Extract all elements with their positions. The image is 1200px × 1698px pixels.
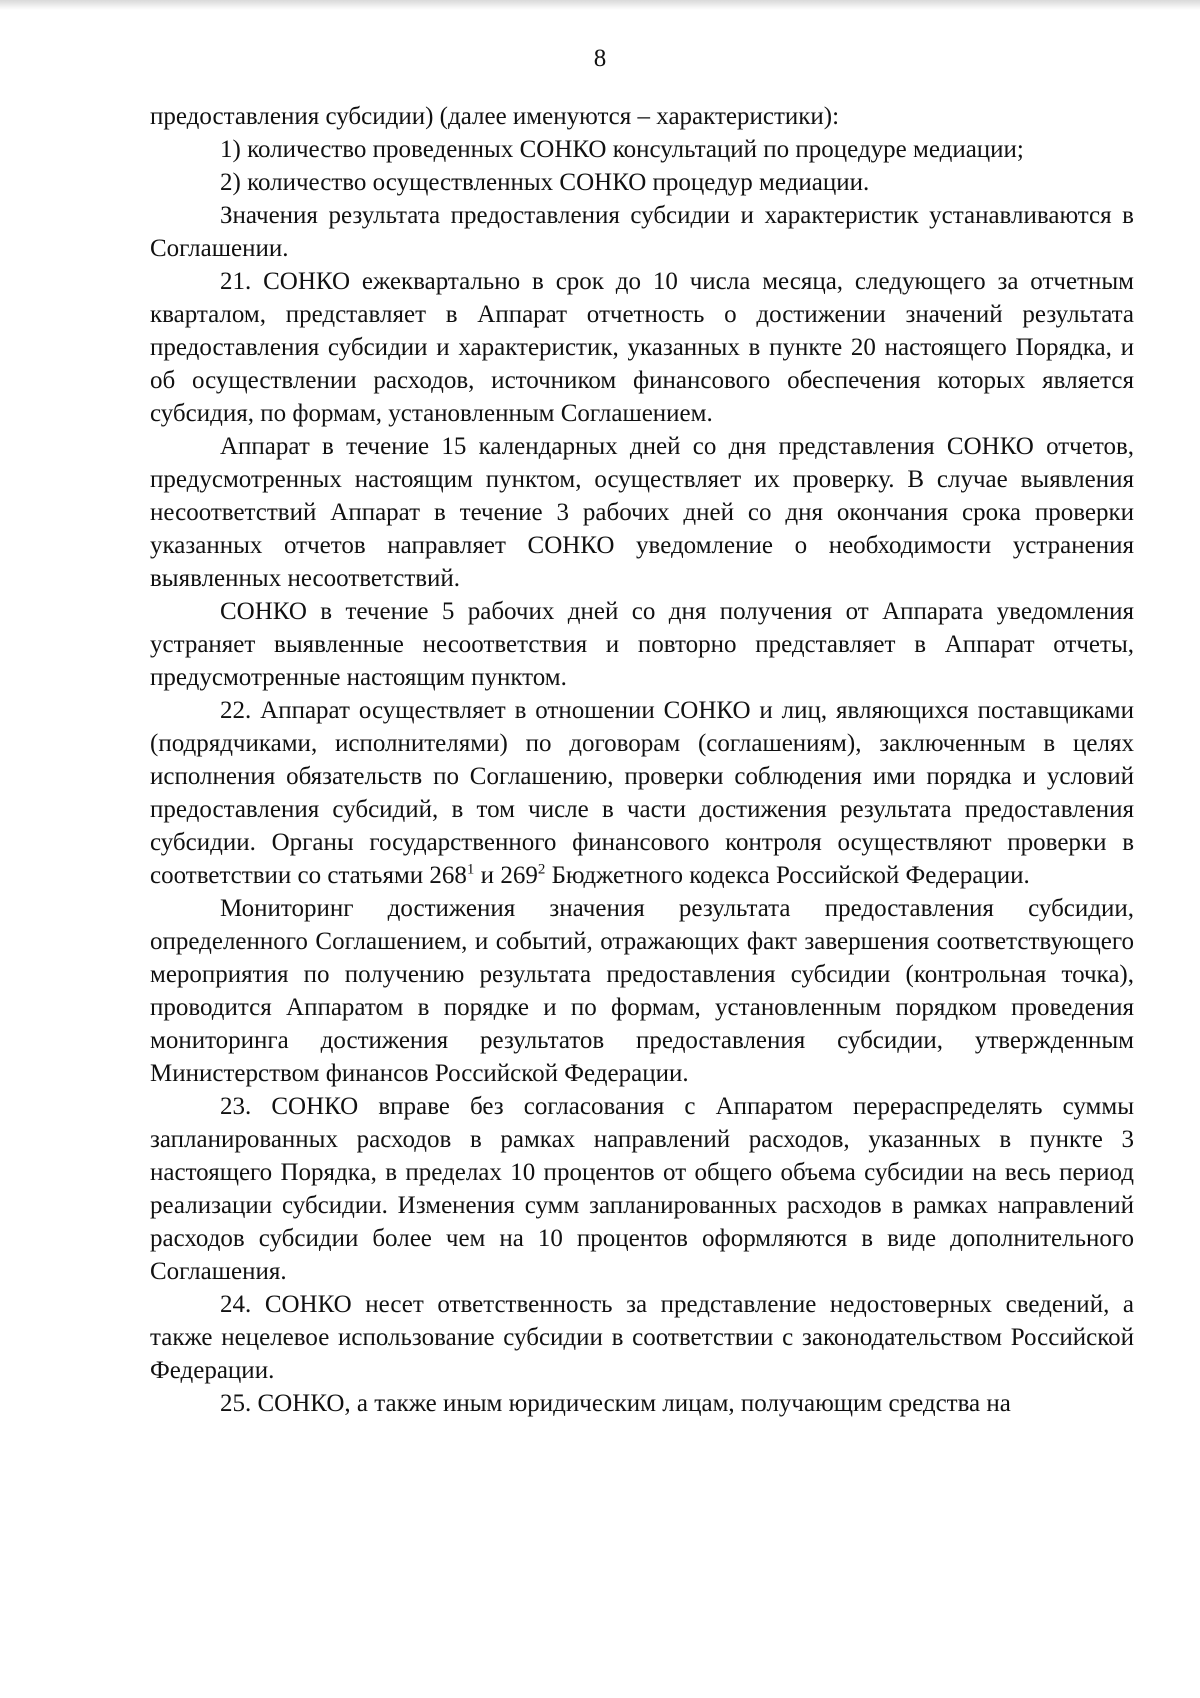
paragraph-continuation: предоставления субсидии) (далее именуются – характеристики): bbox=[150, 103, 840, 130]
scan-edge bbox=[0, 0, 1200, 10]
article-268: 268 bbox=[429, 862, 467, 889]
paragraph-monitoring: Мониторинг достижения значения результата предоставления субсидии, определенного Соглашением, и событий, отражающих факт завершения соответствующего мероприятия по получению результата предоставления субсидии (контрольная точка), проводится Аппаратом в порядке и по формам, установленным порядком проведения мониторинга достижения результатов предоставления субсидии, утвержденным Министерством финансов Российской Федерации. bbox=[150, 895, 1134, 1087]
article-269: 269 bbox=[500, 862, 538, 889]
paragraph-25: 25. СОНКО, а также иным юридическим лицам, получающим средства на bbox=[220, 1390, 1011, 1417]
page-number: 8 bbox=[593, 45, 607, 72]
conjunction: и bbox=[474, 862, 501, 889]
paragraph-values: Значения результата предоставления субсидии и характеристик устанавливаются в Соглашении. bbox=[150, 202, 1134, 262]
paragraph-22-end: Бюджетного кодекса Российской Федерации. bbox=[545, 862, 1030, 889]
paragraph-item-2: 2) количество осуществленных СОНКО процедур медиации. bbox=[220, 169, 870, 196]
paragraph-24: 24. СОНКО несет ответственность за представление недостоверных сведений, а также нецелевое использование субсидии в соответствии с законодательством Российской Федерации. bbox=[150, 1291, 1134, 1384]
document-body bbox=[150, 100, 1134, 1420]
paragraph-22-text: 22. Аппарат осуществляет в отношении СОНКО и лиц, являющихся поставщиками (подрядчиками, исполнителями) по договорам (соглашениям), заключенным в целях исполнения обязательств по Соглашению, проверки соблюдения ими порядка и условий предоставления субсидий, в том числе в части достижения результата предоставления субсидии. Органы государственного финансового контроля осуществляют проверки в соответствии со статьями bbox=[150, 697, 1134, 889]
article-268-sup: 1 bbox=[466, 861, 475, 878]
paragraph-23: 23. СОНКО вправе без согласования с Аппаратом перераспределять суммы запланированных расходов в рамках направлений расходов, указанных в пункте 3 настоящего Порядка, в пределах 10 процентов от общего объема субсидии на весь период реализации субсидии. Изменения сумм запланированных расходов в рамках направлений расходов субсидии более чем на 10 процентов оформляются в виде дополнительного Соглашения. bbox=[150, 1093, 1134, 1285]
article-269-sup: 2 bbox=[537, 861, 546, 878]
paragraph-21: 21. СОНКО ежеквартально в срок до 10 числа месяца, следующего за отчетным кварталом, представляет в Аппарат отчетность о достижении значений результата предоставления субсидии и характеристик, указанных в пункте 20 настоящего Порядка, и об осуществлении расходов, источником финансового обеспечения которых является субсидия, по формам, установленным Соглашением. bbox=[150, 268, 1134, 427]
paragraph-item-1: 1) количество проведенных СОНКО консультаций по процедуре медиации; bbox=[220, 136, 1024, 163]
paragraph-21-check: Аппарат в течение 15 календарных дней со дня представления СОНКО отчетов, предусмотренных настоящим пунктом, осуществляет их проверку. В случае выявления несоответствий Аппарат в течение 3 рабочих дней со дня окончания срока проверки указанных отчетов направляет СОНКО уведомление о необходимости устранения выявленных несоответствий. bbox=[150, 433, 1134, 592]
paragraph-21-fix: СОНКО в течение 5 рабочих дней со дня получения от Аппарата уведомления устраняет выявленные несоответствия и повторно представляет в Аппарат отчеты, предусмотренные настоящим пунктом. bbox=[150, 598, 1134, 691]
paragraph-22 bbox=[150, 694, 1134, 892]
